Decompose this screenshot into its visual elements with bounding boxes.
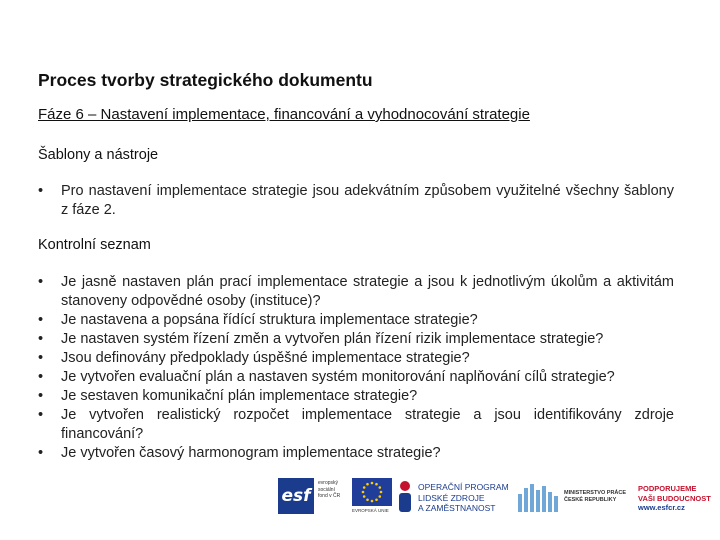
section-heading-templates: Šablony a nástroje xyxy=(38,147,159,163)
list-item: • Pro nastavení implementace strategie jsou adekvátním způsobem využitelné všechny šablony z fáze 2. xyxy=(38,182,674,220)
list-item: • Je nastaven systém řízení změn a vytvořen plán řízení rizik implementace strategie? xyxy=(38,330,674,349)
esf-logo-text: evropský sociální fond v ČR xyxy=(318,480,341,499)
op-logo-text: OPERAČNÍ PROGRAM LIDSKÉ ZDROJE A ZAMĚSTNANOST xyxy=(418,482,509,513)
phase-subtitle: Fáze 6 – Nastavení implementace, financování a vyhodnocování strategie xyxy=(38,106,530,123)
checklist-list xyxy=(38,273,674,463)
eu-logo-text: EVROPSKÁ UNIE xyxy=(352,508,389,513)
esfcr-slogan: PODPORUJEME VAŠI BUDOUCNOST www.esfcr.cz xyxy=(638,484,711,512)
list-item: • Je sestaven komunikační plán implementace strategie? xyxy=(38,387,674,406)
esf-logo: esf xyxy=(278,478,314,514)
section-heading-checklist: Kontrolní seznam xyxy=(38,237,151,253)
list-item: • Je nastavena a popsána řídící struktura implementace strategie? xyxy=(38,311,674,330)
person-icon xyxy=(396,480,414,514)
list-item: • Jsou definovány předpoklady úspěšné implementace strategie? xyxy=(38,349,674,368)
list-item: • Je jasně nastaven plán prací implementace strategie a jsou k jednotlivým úkolům a aktivitám stanoveny odpovědné osoby (instituce)? xyxy=(38,273,674,311)
page-title: Proces tvorby strategického dokumentu xyxy=(38,70,373,90)
eu-flag-icon xyxy=(352,478,392,506)
templates-list xyxy=(38,182,674,220)
ministry-logo-text: MINISTERSTVO PRÁCE ČESKÉ REPUBLIKY xyxy=(564,490,627,503)
logo-bar xyxy=(278,476,718,522)
list-item: • Je vytvořen časový harmonogram implementace strategie? xyxy=(38,444,674,463)
ministry-logo-icon xyxy=(516,480,560,514)
list-item: • Je vytvořen evaluační plán a nastaven systém monitorování naplňování cílů strategie? xyxy=(38,368,674,387)
list-item: • Je vytvořen realistický rozpočet implementace strategie a jsou identifikovány zdroje financování? xyxy=(38,406,674,444)
